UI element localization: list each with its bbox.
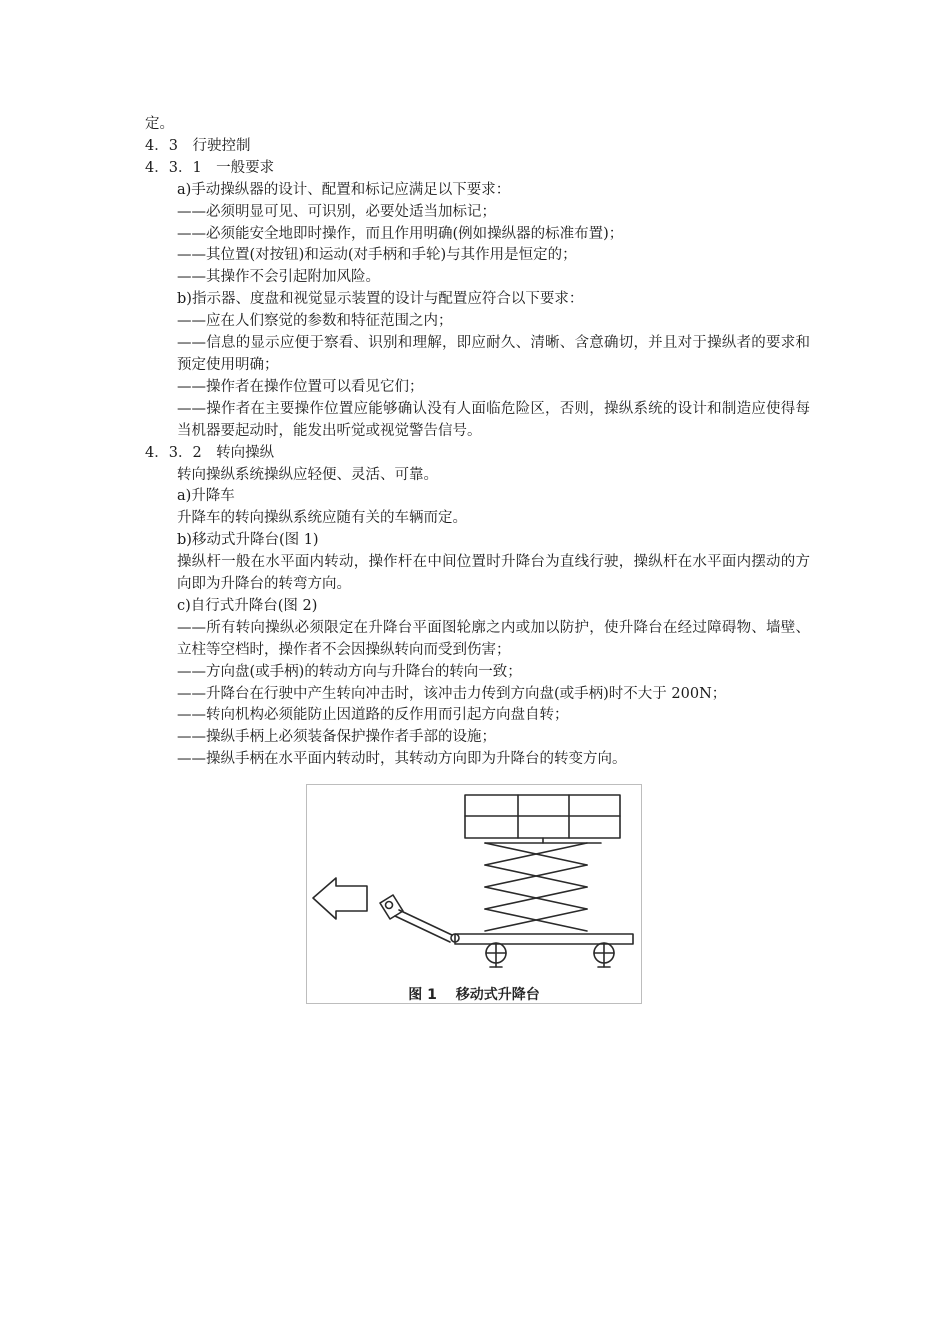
text-line: ——必须明显可见、可识别，必要处适当加标记；	[177, 203, 496, 220]
text-line: a)升降车	[177, 488, 235, 505]
text-line: ——其操作不会引起附加风险。	[177, 269, 380, 286]
text-line: ——操纵手柄在水平面内转动时，其转动方向即为升降台的转变方向。	[177, 751, 627, 768]
text-line: ——操作者在操作位置可以看见它们；	[177, 378, 424, 395]
wheel-right	[594, 943, 614, 967]
direction-arrow-icon	[313, 878, 367, 919]
text-line: ——应在人们察觉的参数和特征范围之内；	[177, 313, 453, 330]
text-line: ——方向盘(或手柄)的转动方向与升降台的转向一致；	[177, 663, 522, 680]
scissor-mechanism	[485, 838, 601, 931]
text-line: b)指示器、度盘和视觉显示装置的设计与配置应符合以下要求：	[177, 291, 584, 308]
scissor-lift-drawing	[307, 785, 643, 1005]
text-line: 4．3 行驶控制	[145, 137, 251, 154]
text-line: ——信息的显示应便于察看、识别和理解，即应耐久、清晰、含意确切，并且对于操纵者的要求和预定使用明确；	[177, 335, 810, 373]
document-body	[145, 114, 810, 771]
text-line: ——必须能安全地即时操作，而且作用明确(例如操纵器的标准布置)；	[177, 225, 624, 242]
text-line: ——操纵手柄上必须装备保护操作者手部的设施；	[177, 729, 496, 746]
figure-1	[306, 784, 642, 1004]
text-line: a)手动操纵器的设计、配置和标记应满足以下要求：	[177, 181, 511, 198]
figure-caption: 图 1 移动式升降台	[408, 987, 540, 1003]
text-line: 升降车的转向操纵系统应随有关的车辆而定。	[177, 510, 467, 527]
text-line: 操纵杆一般在水平面内转动，操作杆在中间位置时升降台为直线行驶，操纵杆在水平面内摆动的方向即为升降台的转弯方向。	[177, 554, 810, 593]
text-line: c)自行式升降台(图 2)	[177, 597, 318, 614]
text-line: 4．3．1 一般要求	[145, 159, 275, 176]
text-line: ——所有转向操纵必须限定在升降台平面图轮廓之内或加以防护，使升降台在经过障碍物、墙壁、立柱等空档时，操作者不会因操纵转向而受到伤害；	[177, 619, 810, 658]
text-line: ——操作者在主要操作位置应能够确认没有人面临危险区，否则，操纵系统的设计和制造应使得每当机器要起动时，能发出听觉或视觉警告信号。	[177, 400, 810, 439]
text-line: ——其位置(对按钮)和运动(对手柄和手轮)与其作用是恒定的；	[177, 247, 577, 264]
text-line: ——升降台在行驶中产生转向冲击时，该冲击力传到方向盘(或手柄)时不大于 200N；	[177, 685, 727, 702]
text-line: b)移动式升降台(图 1)	[177, 532, 319, 549]
text-line: 定。	[145, 116, 174, 132]
text-line: 4．3．2 转向操纵	[145, 444, 275, 461]
steering-handle	[380, 895, 459, 942]
text-line: 转向操纵系统操纵应轻便、灵活、可靠。	[177, 466, 438, 483]
wheel-left	[486, 943, 506, 967]
text-line: ——转向机构必须能防止因道路的反作用而引起方向盘自转；	[177, 707, 569, 724]
